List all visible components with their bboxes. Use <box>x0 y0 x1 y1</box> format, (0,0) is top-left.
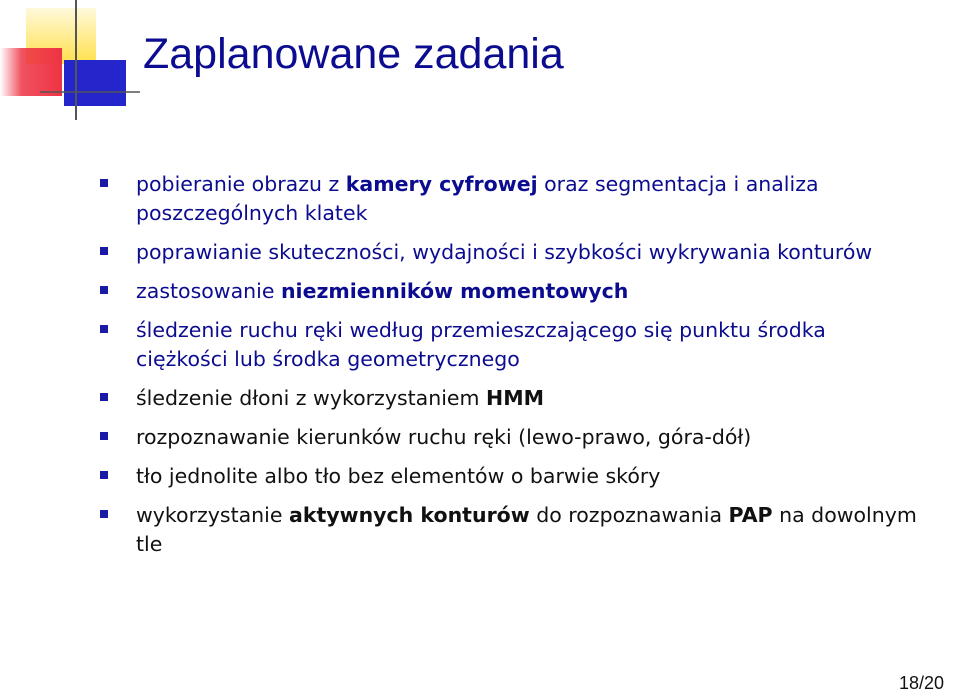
corner-logo <box>0 0 140 125</box>
bullet-item <box>100 501 920 559</box>
bullet-item <box>100 384 920 413</box>
bullet-text-segment: oraz segmentacja i analiza poszczególnych klatek <box>136 172 819 225</box>
bullet-list <box>100 170 920 569</box>
bullet-text-segment: niezmienników momentowych <box>280 279 629 303</box>
bullet-text-segment: PAP <box>728 503 773 527</box>
bullet-text-segment: na dowolnym tle <box>136 503 917 556</box>
deco-blue-square <box>64 60 126 106</box>
bullet-text-segment: kamery cyfrowej <box>345 172 538 196</box>
slide-title: Zaplanowane zadania <box>143 30 564 78</box>
bullet-item <box>100 423 920 452</box>
bullet-text-segment: poprawianie skuteczności, wydajności i szybkości wykrywania konturów <box>136 240 873 264</box>
bullet-text-segment: śledzenie ruchu ręki według przemieszczającego się punktu środka ciężkości lub środka geometrycznego <box>136 318 826 371</box>
bullet-text-segment: śledzenie dłoni z wykorzystaniem <box>136 386 487 410</box>
bullet-square-icon <box>100 325 108 333</box>
bullet-text-segment: aktywnych konturów <box>289 503 530 527</box>
bullet-text-segment: do rozpoznawania <box>529 503 729 527</box>
bullet-item <box>100 170 920 228</box>
bullet-text-segment: rozpoznawanie kierunków ruchu ręki (lewo-prawo, góra-dół) <box>136 425 752 449</box>
bullet-item <box>100 277 920 306</box>
bullet-square-icon <box>100 286 108 294</box>
corner-logo-graphic <box>0 0 140 125</box>
bullet-square-icon <box>100 510 108 518</box>
bullet-text-segment: pobieranie obrazu z <box>136 172 346 196</box>
bullet-square-icon <box>100 247 108 255</box>
bullet-text-segment: zastosowanie <box>136 279 281 303</box>
bullet-square-icon <box>100 471 108 479</box>
bullet-text-segment: wykorzystanie <box>136 503 289 527</box>
bullet-item <box>100 238 920 267</box>
page-number: 18/20 <box>898 673 944 693</box>
bullet-square-icon <box>100 179 108 187</box>
deco-red-square <box>0 48 62 96</box>
bullet-item <box>100 316 920 374</box>
bullet-square-icon <box>100 432 108 440</box>
bullet-text-segment: HMM <box>486 386 544 410</box>
bullet-item <box>100 462 920 491</box>
bullet-square-icon <box>100 393 108 401</box>
bullet-text-segment: tło jednolite albo tło bez elementów o barwie skóry <box>136 464 661 488</box>
